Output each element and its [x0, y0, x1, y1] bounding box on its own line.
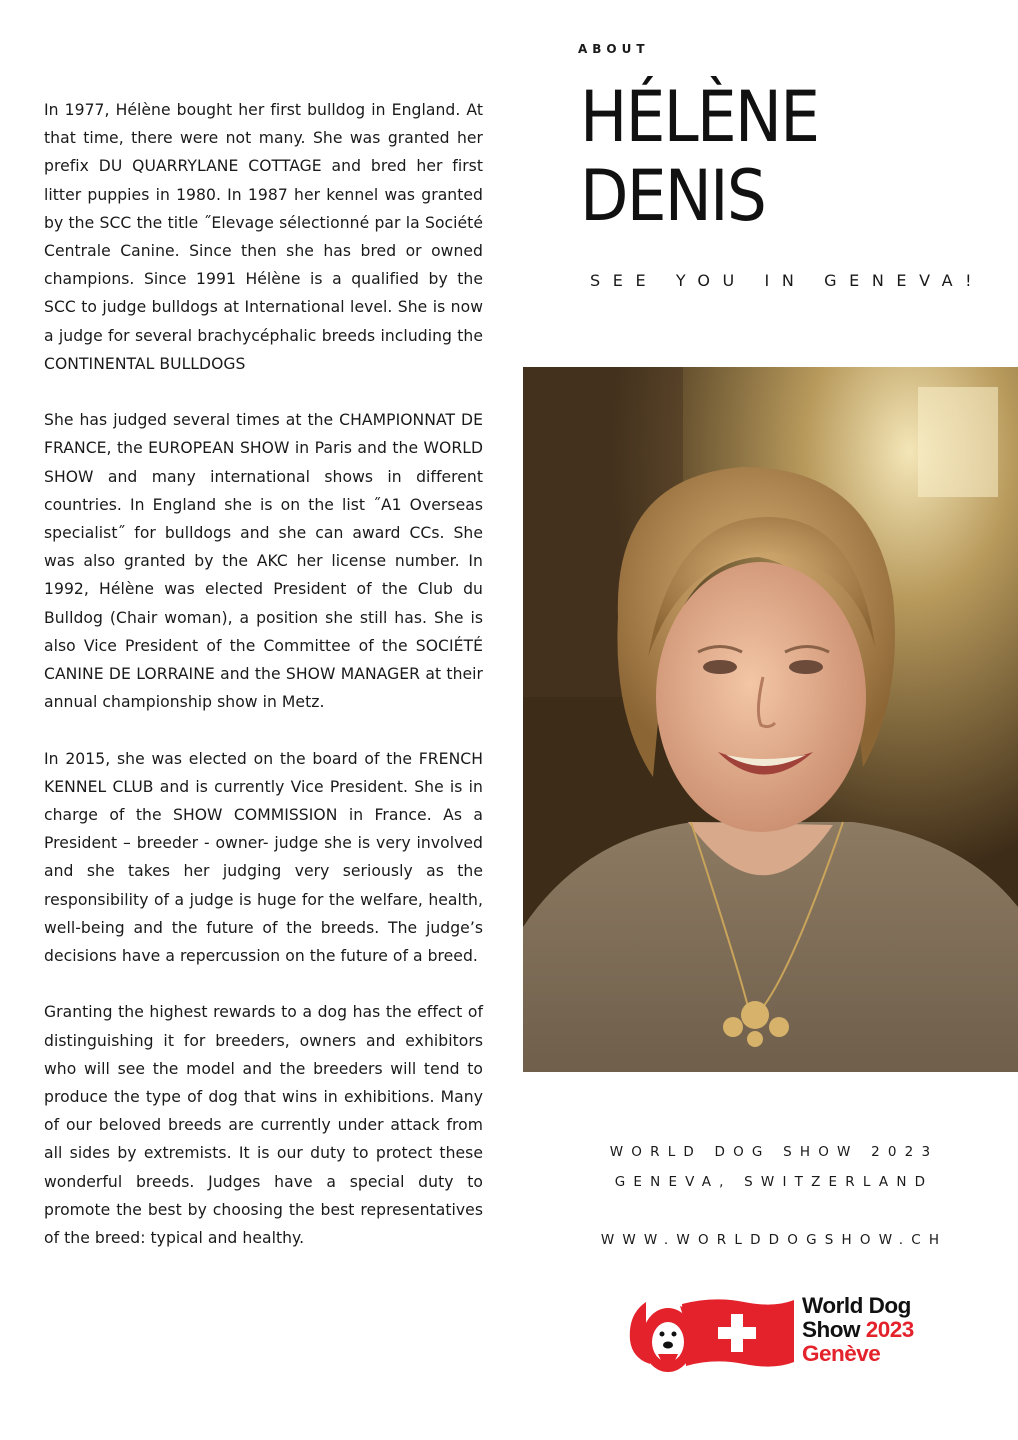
event-location: GENEVA, SWITZERLAND — [614, 1174, 934, 1190]
bio-paragraph: Granting the highest rewards to a dog has the effect of distinguishing it for breeders, owners and exhibitors who will see the model and the breeders will tend to produce the type of dog that wins in exhibitions. Many of our beloved breeds are currently under attack from all sides by extremists. It is our duty to protect these wonderful breeds. Judges have a special duty to promote the best by choosing the best representatives of the breed: typical and healthy. — [44, 1003, 483, 1248]
logo-line-1: World Dog — [802, 1293, 911, 1318]
dog-and-flag-logo-icon — [624, 1292, 796, 1384]
title-last-name: DENIS — [580, 155, 766, 237]
bio-paragraph: In 2015, she was elected on the board of the FRENCH KENNEL CLUB and is currently Vice President. She is in charge of the SHOW COMMISSION in France. As a President – breeder - owner- judge she is very involved and she takes her judging very seriously as the responsibility of a judge is huge for the welfare, health, well-being and the future of the breeds. The judge’s decisions have a repercussion on the future of a breed. — [44, 749, 483, 966]
portrait-photo — [523, 367, 1018, 1072]
page-title — [580, 78, 818, 236]
bio-paragraph: She has judged several times at the CHAMPIONNAT DE FRANCE, the EUROPEAN SHOW in Paris and the WORLD SHOW and many international shows in different countries. In England she is on the list ˝A1 Overseas specialist˝ for bulldogs and she can award CCs. She was also granted by the AKC her license number. In 1992, Hélène was elected President of the Club du Bulldog (Chair woman), a position she still has. She is also Vice President of the Committee of the SOCIÉTÉ CANINE DE LORRAINE and the SHOW MANAGER at their annual championship show in Metz. — [44, 411, 483, 712]
event-name: WORLD DOG SHOW 2023 — [609, 1144, 939, 1160]
about-label: ABOUT — [578, 42, 650, 56]
event-website-link[interactable]: WWW.WORLDDOGSHOW.CH — [600, 1232, 948, 1248]
tagline: SEE YOU IN GENEVA! — [590, 271, 985, 290]
title-first-name: HÉLÈNE — [580, 76, 819, 158]
logo-show: Show — [802, 1317, 866, 1342]
logo-line-2 — [802, 1318, 914, 1342]
logo-year: 2023 — [865, 1317, 914, 1342]
logo-line-3: Genève — [802, 1341, 881, 1366]
biography-text — [44, 96, 483, 1252]
logo-wordmark — [802, 1294, 914, 1366]
world-dog-show-logo — [624, 1292, 944, 1384]
bio-paragraph: In 1977, Hélène bought her first bulldog in England. At that time, there were not many. She was granted her prefix DU QUARRYLANE COTTAGE and bred her first litter puppies in 1980. In 1987 her kennel was granted by the SCC the title ˝Elevage sélectionné par la Société Centrale Canine. Since then she has bred or owned champions. Since 1991 Hélène is a qualified by the SCC to judge bulldogs at International level. She is now a judge for several brachycéphalic breeds including the CONTINENTAL BULLDOGS — [44, 101, 483, 373]
